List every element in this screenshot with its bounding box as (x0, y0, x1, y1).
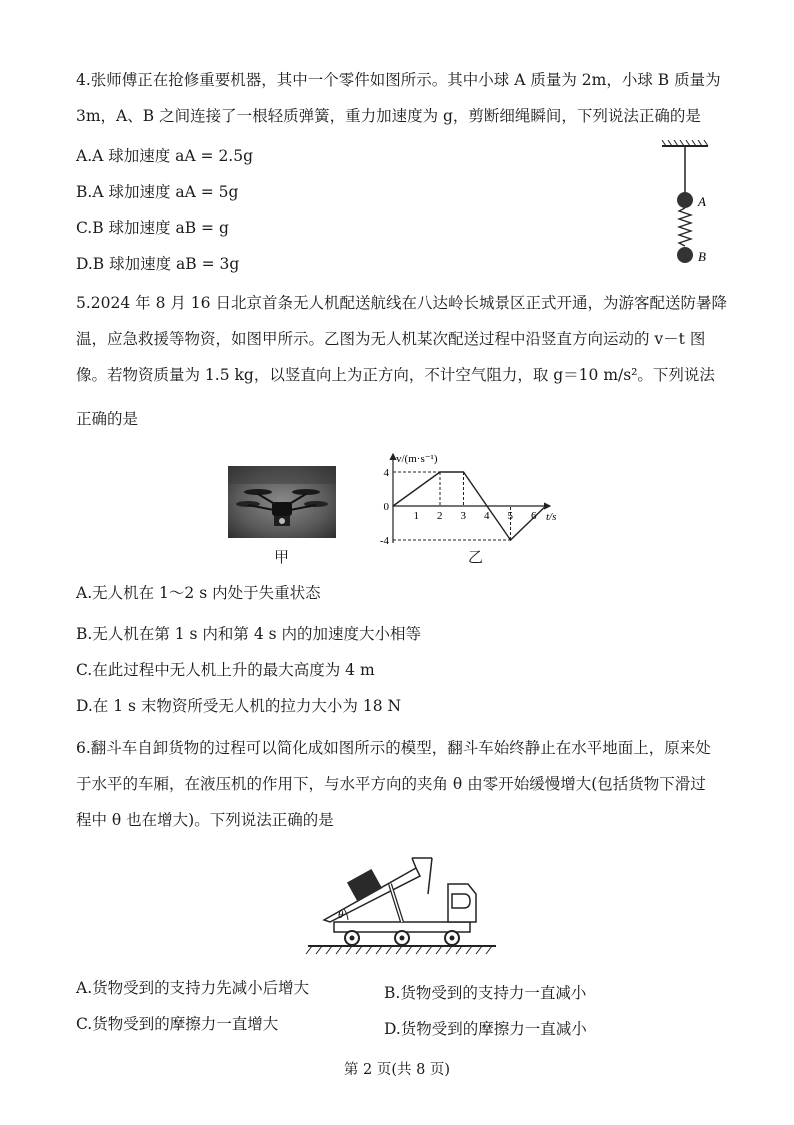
q5-option-b: B.无人机在第 1 s 内和第 4 s 内的加速度大小相等 (76, 625, 422, 643)
x-tick-label: 6 (531, 510, 537, 522)
q4-option-d: D.B 球加速度 aB = 3g (76, 255, 240, 273)
dump-truck-figure (300, 842, 500, 956)
y-tick-label: -4 (379, 535, 389, 547)
q4-option-a: A.A 球加速度 aA = 2.5g (76, 147, 254, 165)
q5-option-a: A.无人机在 1～2 s 内处于失重状态 (76, 584, 321, 602)
q6-option-d: D.货物受到的摩擦力一直减小 (384, 1020, 587, 1038)
q5-stem-line1: 5.2024 年 8 月 16 日北京首条无人机配送航线在八达岭长城景区正式开通，为游客配送防暑降 (76, 294, 727, 312)
x-tick-label: 3 (460, 510, 466, 522)
ball-a (677, 192, 693, 208)
q4-spring-figure (650, 140, 720, 270)
ball-b (677, 247, 693, 263)
q5-option-d: D.在 1 s 末物资所受无人机的拉力大小为 18 N (76, 697, 402, 715)
q6-option-b: B.货物受到的支持力一直减小 (384, 984, 587, 1002)
theta-label: θ (338, 909, 344, 921)
x-tick-label: 4 (484, 510, 490, 522)
drone-photo (228, 466, 336, 538)
q5-stem-line3: 像。若物资质量为 1.5 kg，以竖直向上为正方向，不计空气阻力，取 g＝10 m/s²。下列说法 (76, 366, 715, 384)
q6-option-c: C.货物受到的摩擦力一直增大 (76, 1015, 279, 1033)
q4-stem-line1: 4.张师傅正在抢修重要机器，其中一个零件如图所示。其中小球 A 质量为 2m，小球 B 质量为 (76, 71, 721, 89)
q5-stem-line4: 正确的是 (76, 410, 139, 428)
y-axis-label: v/(m·s⁻¹) (396, 453, 438, 465)
q6-stem-line3: 程中 θ 也在增大)。下列说法正确的是 (76, 811, 334, 829)
q6-option-a: A.货物受到的支持力先减小后增大 (76, 979, 310, 997)
x-axis-label: t/s (546, 511, 557, 523)
y-tick-label: 4 (383, 467, 389, 479)
caption-jia: 甲 (274, 548, 290, 566)
x-tick-label: 1 (413, 510, 419, 522)
q4-stem-line2: 3m，A、B 之间连接了一根轻质弹簧，重力加速度为 g，剪断细绳瞬间，下列说法正确的是 (76, 107, 701, 125)
x-tick-label: 5 (507, 510, 513, 522)
q6-stem-line1: 6.翻斗车自卸货物的过程可以简化成如图所示的模型，翻斗车始终静止在水平地面上，原来处 (76, 739, 711, 757)
caption-yi: 乙 (468, 548, 484, 566)
vt-graph (360, 448, 570, 548)
label-b: B (698, 249, 706, 264)
q4-option-b: B.A 球加速度 aA = 5g (76, 183, 239, 201)
label-a: A (698, 194, 706, 209)
q5-option-c: C.在此过程中无人机上升的最大高度为 4 m (76, 661, 375, 679)
q5-stem-line2: 温，应急救援等物资，如图甲所示。乙图为无人机某次配送过程中沿竖直方向运动的 v－t 图 (76, 330, 706, 348)
x-tick-label: 2 (437, 510, 443, 522)
q4-option-c: C.B 球加速度 aB = g (76, 219, 229, 237)
page-footer: 第 2 页(共 8 页) (343, 1062, 451, 1078)
q6-stem-line2: 于水平的车厢，在液压机的作用下，与水平方向的夹角 θ 由零开始缓慢增大(包括货物下滑过 (76, 775, 706, 793)
y-tick-label: 0 (383, 501, 389, 513)
